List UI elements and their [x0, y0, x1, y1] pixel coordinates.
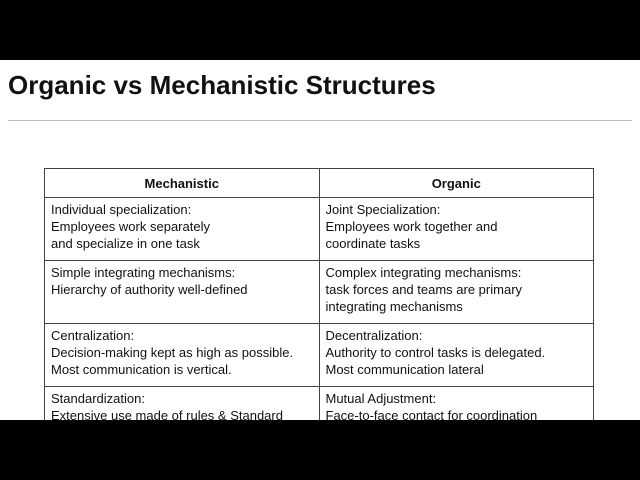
page-title: Organic vs Mechanistic Structures [8, 70, 436, 100]
cell-line: Extensive use made of rules & Standard [51, 408, 283, 420]
column-header-mechanistic: Mechanistic [45, 169, 320, 198]
cell-line: Most communication lateral [325, 362, 484, 377]
cell-line: Employees work separately [51, 219, 210, 234]
table-header-row [45, 169, 594, 198]
cell-line: Face-to-face contact for coordination [325, 408, 538, 420]
organic-cell [319, 198, 594, 261]
cell-line: coordinate tasks [325, 236, 421, 251]
cell-line: and specialize in one task [51, 236, 200, 251]
organic-cell [319, 387, 594, 421]
cell-line: Authority to control tasks is delegated. [325, 345, 546, 360]
cell-line: Simple integrating mechanisms: [51, 265, 236, 280]
cell-line: Centralization: [51, 328, 135, 343]
table-row [45, 387, 594, 421]
table-row [45, 324, 594, 387]
cell-line: task forces and teams are primary [325, 282, 523, 297]
cell-line: Complex integrating mechanisms: [325, 265, 522, 280]
cell-line: Joint Specialization: [325, 202, 441, 217]
mechanistic-cell [45, 387, 320, 421]
cell-line: Decision-making kept as high as possible. [51, 345, 294, 360]
mechanistic-cell [45, 261, 320, 324]
slide [0, 60, 640, 420]
cell-line: Individual specialization: [51, 202, 192, 217]
mechanistic-cell [45, 324, 320, 387]
mechanistic-cell [45, 198, 320, 261]
table-row [45, 261, 594, 324]
cell-line: Standardization: [51, 391, 145, 406]
organic-cell [319, 324, 594, 387]
cell-line: Decentralization: [325, 328, 423, 343]
cell-line: Hierarchy of authority well-defined [51, 282, 248, 297]
cell-line: Most communication is vertical. [51, 362, 232, 377]
column-header-organic: Organic [319, 169, 594, 198]
cell-line: integrating mechanisms [325, 299, 463, 314]
organic-cell [319, 261, 594, 324]
cell-line: Employees work together and [325, 219, 498, 234]
cell-line: Mutual Adjustment: [325, 391, 437, 406]
title-divider [8, 120, 632, 121]
table-row [45, 198, 594, 261]
comparison-table [44, 168, 594, 420]
